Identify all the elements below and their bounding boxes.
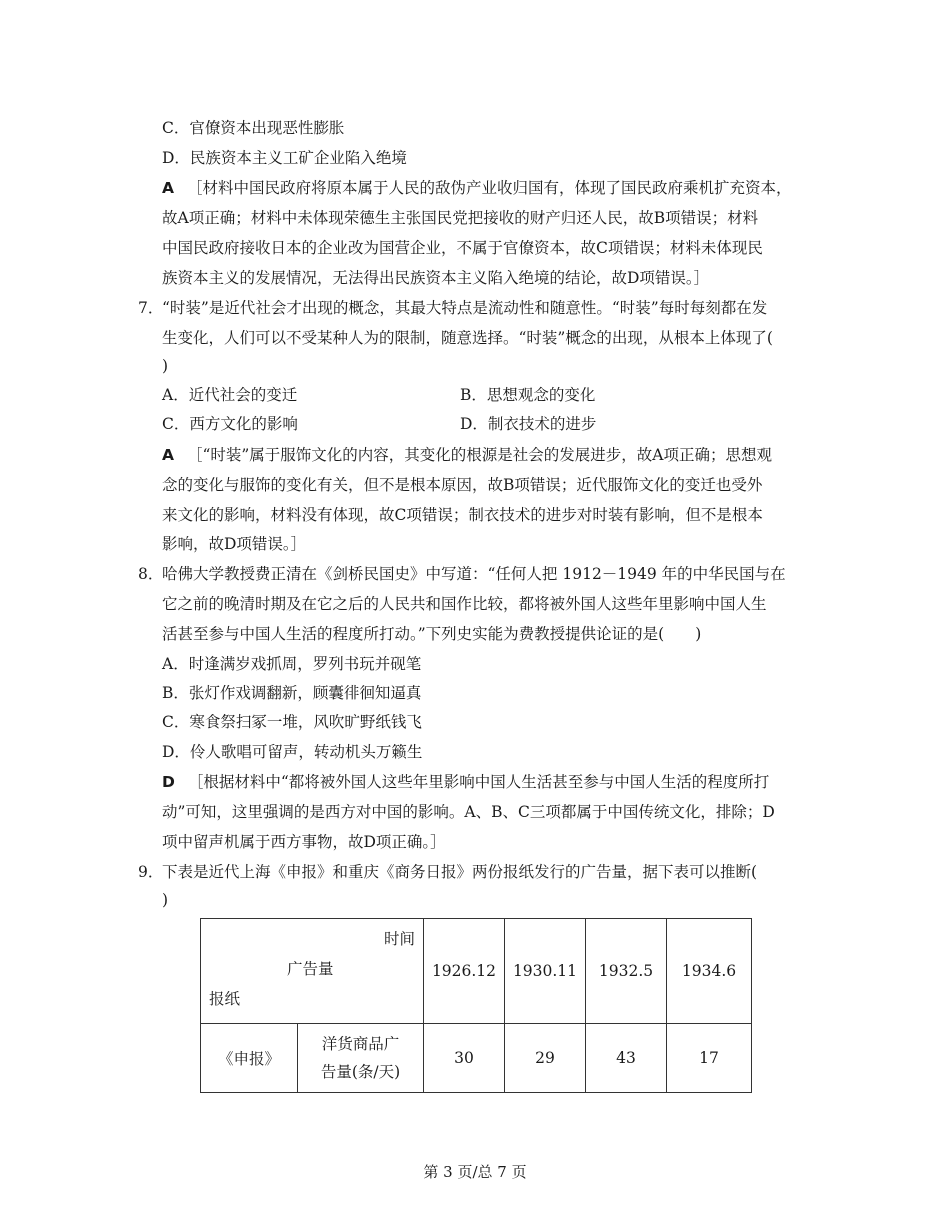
table-header-row bbox=[201, 919, 752, 1024]
q8-option-c: C．寒食祭扫冢一堆，风吹旷野纸钱飞 bbox=[162, 713, 422, 731]
q7-stem-2: 生变化，人们可以不受某种人为的限制，随意选择。“时装”概念的出现，从根本上体现了( bbox=[162, 329, 773, 347]
q9-stem-2: ) bbox=[162, 891, 169, 909]
q8-option-b: B．张灯作戏调翻新，顾囊徘徊知逼真 bbox=[162, 684, 422, 702]
ad-volume-table bbox=[200, 918, 752, 1093]
table-metric-label-1: 洋货商品广 bbox=[321, 1035, 400, 1053]
table-value-cell: 43 bbox=[586, 1024, 667, 1093]
q7-number: 7． bbox=[138, 299, 164, 317]
q7-answer-line-1 bbox=[162, 445, 772, 465]
q7-stem-3: ) bbox=[162, 357, 169, 375]
q6-answer-line-1 bbox=[162, 178, 791, 198]
q8-stem-1: 哈佛大学教授费正清在《剑桥民国史》中写道：“任何人把 1912－1949 年的中华民国与在 bbox=[162, 565, 786, 583]
q8-stem-2: 它之前的晚清时期及在它之后的人民共和国作比较，都将被外国人这些年里影响中国人生 bbox=[162, 595, 767, 613]
q6-explanation-4: 族资本主义的发展情况，无法得出民族资本主义陷入绝境的结论，故D项错误。］ bbox=[162, 269, 710, 287]
header-paper: 报纸 bbox=[209, 990, 241, 1008]
table-paper-cell: 《申报》 bbox=[201, 1024, 298, 1093]
table-row bbox=[201, 1024, 752, 1093]
q8-answer-line-1 bbox=[162, 772, 769, 792]
q9-stem-1: 下表是近代上海《申报》和重庆《商务日报》两份报纸发行的广告量，据下表可以推断( bbox=[162, 863, 758, 881]
table-metric-cell bbox=[298, 1024, 424, 1093]
table-value-cell: 17 bbox=[667, 1024, 752, 1093]
q7-option-a: A．近代社会的变迁 bbox=[162, 386, 298, 404]
q6-option-c: C．官僚资本出现恶性膨胀 bbox=[162, 119, 345, 137]
q7-explanation-3: 来文化的影响，材料没有体现，故C项错误；制衣技术的进步对时装有影响，但不是根本 bbox=[162, 506, 763, 524]
q6-explanation-1: ［材料中国民政府将原本属于人民的敌伪产业收归国有，体现了国民政府乘机扩充资本， bbox=[186, 179, 792, 197]
q6-option-d: D．民族资本主义工矿企业陷入绝境 bbox=[162, 149, 407, 167]
q8-explanation-2: 动”可知，这里强调的是西方对中国的影响。A、B、C三项都属于中国传统文化，排除；D bbox=[162, 803, 775, 821]
q8-option-d: D．伶人歌唱可留声，转动机头万籁生 bbox=[162, 743, 423, 761]
table-date-cell: 1932.5 bbox=[586, 919, 667, 1024]
table-metric-label-2: 告量(条/天) bbox=[320, 1063, 401, 1081]
q8-explanation-1: ［根据材料中“都将被外国人这些年里影响中国人生活甚至参与中国人生活的程度所打 bbox=[187, 773, 770, 791]
table-date-cell: 1934.6 bbox=[667, 919, 752, 1024]
q7-explanation-4: 影响，故D项错误。］ bbox=[162, 535, 307, 553]
table-value-cell: 29 bbox=[505, 1024, 586, 1093]
q9-number: 9． bbox=[138, 863, 164, 881]
table-date-cell: 1926.12 bbox=[424, 919, 505, 1024]
q7-explanation-2: 念的变化与服饰的变化有关，但不是根本原因，故B项错误；近代服饰文化的变迁也受外 bbox=[162, 476, 763, 494]
q8-number: 8． bbox=[138, 565, 164, 583]
table-diagonal-header bbox=[201, 919, 424, 1024]
q6-answer-letter: A bbox=[162, 179, 174, 197]
q7-answer-letter: A bbox=[162, 446, 174, 464]
q8-option-a: A．时逢满岁戏抓周，罗列书玩并砚笔 bbox=[162, 655, 422, 673]
header-ad-volume: 广告量 bbox=[287, 960, 334, 978]
q6-explanation-2: 故A项正确；材料中未体现荣德生主张国民党把接收的财产归还人民，故B项错误；材料 bbox=[162, 209, 759, 227]
table-value-cell: 30 bbox=[424, 1024, 505, 1093]
q8-answer-letter: D bbox=[162, 773, 175, 791]
q7-stem-1: “时装”是近代社会才出现的概念，其最大特点是流动性和随意性。“时装”每时每刻都在发 bbox=[162, 299, 768, 317]
q7-option-b: B．思想观念的变化 bbox=[460, 386, 596, 404]
q7-explanation-1: ［“时装”属于服饰文化的内容，其变化的根源是社会的发展进步，故A项正确；思想观 bbox=[186, 446, 772, 464]
q8-explanation-3: 项中留声机属于西方事物，故D项正确。］ bbox=[162, 833, 446, 851]
q7-option-d: D．制衣技术的进步 bbox=[460, 415, 597, 433]
q6-explanation-3: 中国民政府接收日本的企业改为国营企业，不属于官僚资本，故C项错误；材料未体现民 bbox=[162, 239, 763, 257]
page-footer: 第 3 页/总 7 页 bbox=[423, 1163, 527, 1181]
q8-stem-3: 活甚至参与中国人生活的程度所打动。”下列史实能为费教授提供论证的是( ) bbox=[162, 625, 702, 643]
table-date-cell: 1930.11 bbox=[505, 919, 586, 1024]
header-time: 时间 bbox=[383, 930, 415, 948]
q7-option-c: C．西方文化的影响 bbox=[162, 415, 298, 433]
